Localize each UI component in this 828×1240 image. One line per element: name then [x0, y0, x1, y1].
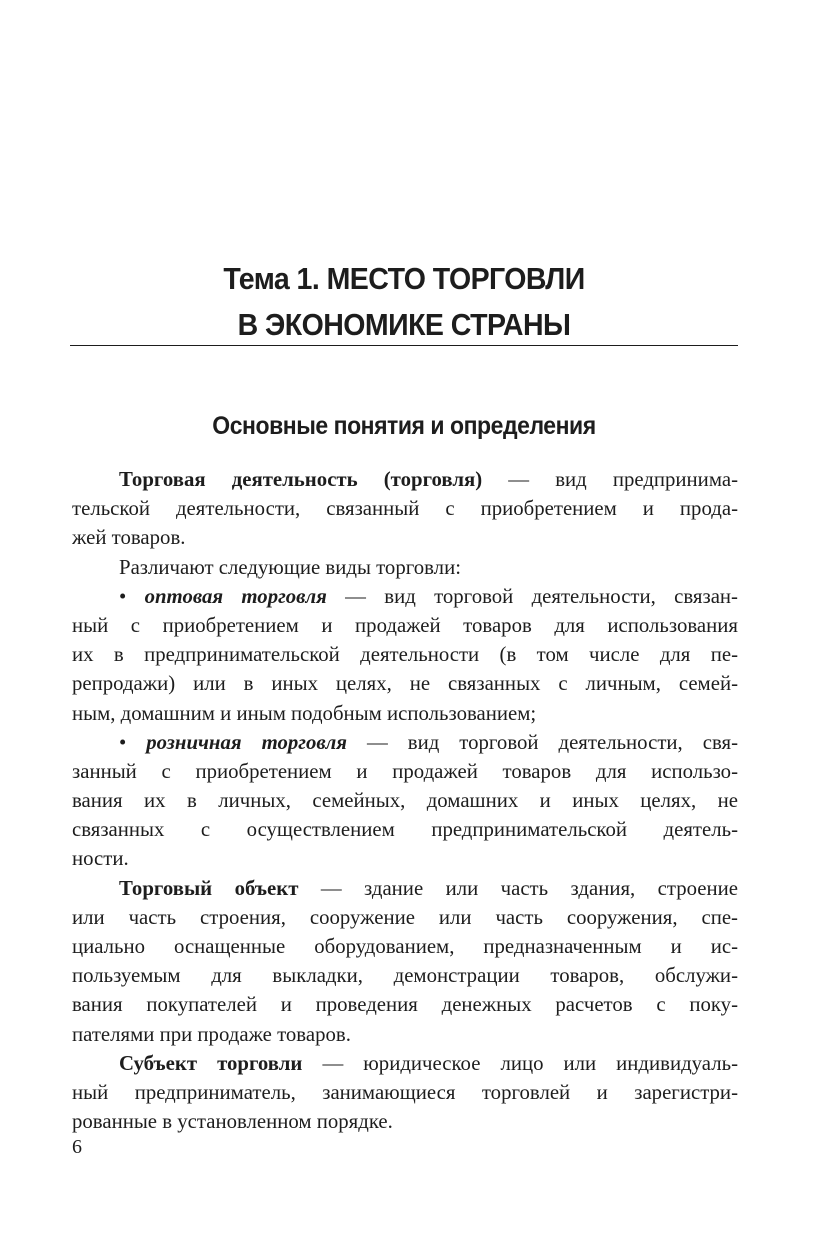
page-number: 6: [72, 1136, 82, 1158]
text-line: рованные в установленном порядке.: [72, 1110, 393, 1134]
text-fragment: — юридическое лицо или индивидуаль-: [302, 1051, 738, 1075]
term-retail: розничная торговля: [146, 730, 348, 754]
text-line: их в предпринимательской деятельности (в том числе для пе-: [72, 643, 738, 667]
text-fragment: — вид торговой деятельности, свя-: [347, 730, 738, 754]
bullet-retail: [72, 728, 738, 757]
text-line: тельской деятельности, связанный с приобретением и прода-: [72, 497, 738, 521]
text-line: ный с приобретением и продажей товаров для использования: [72, 613, 738, 637]
text-line: связанных с осуществлением предпринимательской деятель-: [72, 818, 738, 842]
bullet-icon: •: [119, 730, 147, 754]
text-line: вания их в личных, семейных, домашних и иных целях, не: [72, 789, 738, 813]
paragraph-trade-subject: [72, 1049, 738, 1078]
term-trade-object: Торговый объект: [119, 876, 299, 900]
text-line: ным, домашним и иным подобным использованием;: [72, 701, 537, 725]
chapter-title-line-2: В ЭКОНОМИКЕ СТРАНЫ: [237, 307, 571, 342]
text-fragment: — вид предпринима-: [482, 468, 738, 491]
term-trade-subject: Субъект торговли: [119, 1051, 303, 1075]
term-trade-activity: Торговая деятельность (торговля): [119, 468, 483, 491]
text-line: репродажи) или в иных целях, не связанных с личным, семей-: [72, 672, 738, 696]
text-line: или часть строения, сооружение или часть сооружения, спе-: [72, 905, 738, 929]
text-line: вания покупателей и проведения денежных расчетов с поку-: [72, 993, 738, 1017]
text-line: занный с приобретением и продажей товаров для использо-: [72, 759, 738, 783]
paragraph-trade-types-intro: Различают следующие виды торговли:: [119, 555, 461, 579]
bullet-wholesale: [72, 582, 738, 611]
text-line: циально оснащенные оборудованием, предназначенным и ис-: [72, 935, 738, 958]
title-divider: [70, 345, 738, 346]
paragraph-trade-activity: [72, 465, 738, 494]
chapter-title-line-1: Тема 1. МЕСТО ТОРГОВЛИ: [223, 261, 585, 296]
text-line: пользуемым для выкладки, демонстрации товаров, обслужи-: [72, 964, 738, 988]
paragraph-trade-object: [72, 874, 738, 903]
body-text: [72, 465, 738, 1136]
section-title: Основные понятия и определения: [212, 412, 596, 440]
text-fragment: — здание или часть здания, строение: [298, 876, 738, 900]
text-line: ности.: [72, 847, 129, 871]
text-line: пателями при продаже товаров.: [72, 1022, 351, 1046]
text-line: ный предприниматель, занимающиеся торговлей и зарегистри-: [72, 1080, 738, 1104]
bullet-icon: •: [119, 584, 145, 608]
text-fragment: — вид торговой деятельности, связан-: [326, 584, 738, 608]
text-line: жей товаров.: [72, 526, 186, 550]
term-wholesale: оптовая торговля: [144, 584, 327, 608]
chapter-title: [97, 256, 712, 348]
